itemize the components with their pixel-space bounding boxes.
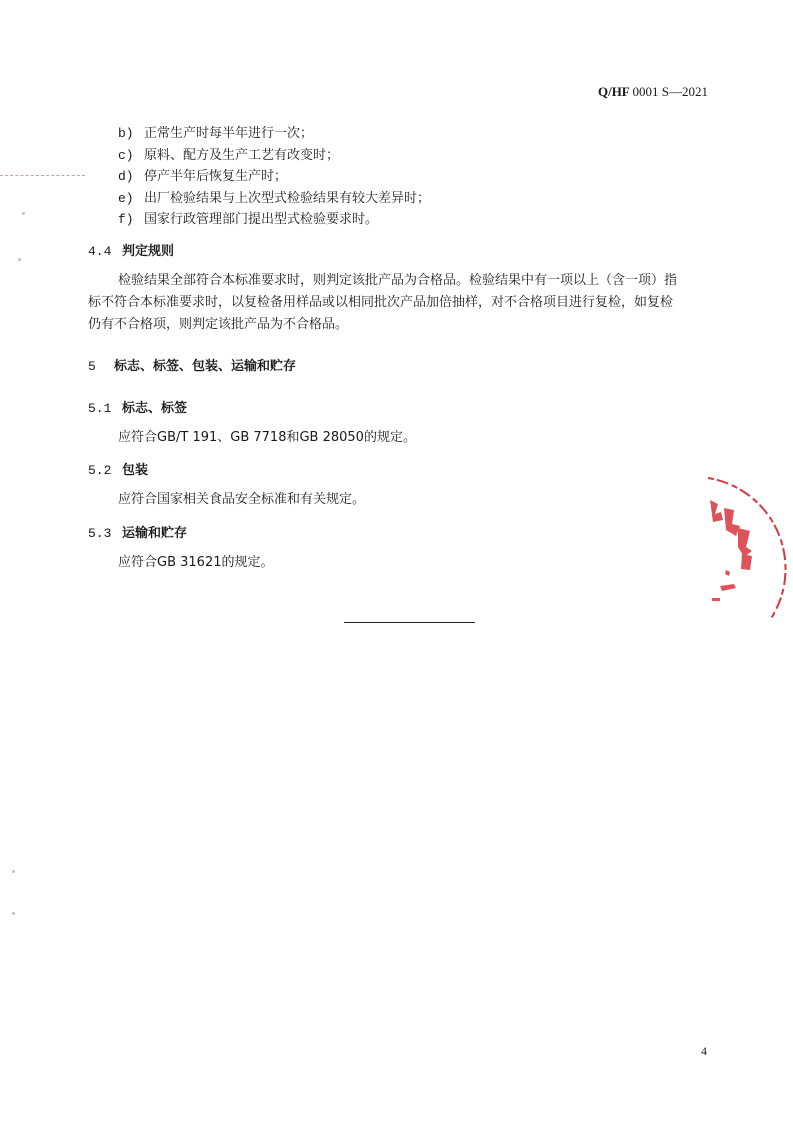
- list-item-text: 停产半年后恢复生产时；: [144, 169, 288, 184]
- list-marker: d): [118, 169, 134, 184]
- section-5-2-heading: [88, 459, 148, 478]
- section-5-1-text: 应符合GB/T 191、GB 7718和GB 28050的规定。: [118, 430, 416, 445]
- section-title: 标志、标签: [122, 401, 188, 416]
- section-title: 包装: [122, 463, 149, 478]
- section-5-3-text: 应符合GB 31621的规定。: [118, 555, 274, 570]
- list-item: [118, 123, 430, 145]
- section-5-3-heading: [88, 522, 187, 541]
- section-5-heading: [88, 355, 296, 374]
- list-item: [118, 209, 430, 231]
- list-item: [118, 145, 430, 167]
- section-number: 5: [88, 359, 96, 374]
- end-divider: [344, 622, 475, 623]
- scan-speck: [12, 912, 15, 915]
- section-number: 5.1: [88, 401, 112, 416]
- section-4-4-paragraph-line: 检验结果全部符合本标准要求时，则判定该批产品为合格品。检验结果中有一项以上（含一项）指: [118, 273, 678, 288]
- section-title: 判定规则: [122, 244, 175, 259]
- scan-speck: [18, 258, 21, 261]
- section-title: 标志、标签、包装、运输和贮存: [114, 359, 297, 374]
- section-5-2-text: 应符合国家相关食品安全标准和有关规定。: [118, 492, 366, 507]
- section-4-4-paragraph-line: 标不符合本标准要求时，以复检备用样品或以相同批次产品加倍抽样，对不合格项目进行复检，如复检: [88, 295, 674, 310]
- list-marker: b): [118, 126, 134, 141]
- list-item: [118, 166, 430, 188]
- section-title: 运输和贮存: [122, 526, 188, 541]
- list-item-text: 原料、配方及生产工艺有改变时；: [144, 147, 340, 163]
- list-marker: f): [118, 212, 134, 227]
- scan-speck: [12, 870, 15, 873]
- standard-code: [598, 84, 708, 100]
- section-4-4-heading: [88, 240, 174, 259]
- list-marker: e): [118, 190, 134, 206]
- list-item-text: 正常生产时每半年进行一次；: [144, 126, 314, 141]
- list-marker: c): [118, 147, 134, 163]
- standard-code-prefix: Q/HF: [597, 84, 630, 99]
- red-seal-stamp: [690, 470, 790, 630]
- standard-code-number: 0001 S—2021: [632, 84, 708, 99]
- scan-speck: [22, 212, 25, 215]
- page-number: 4: [701, 1044, 707, 1058]
- section-number: 5.3: [88, 526, 112, 541]
- section-5-1-heading: [88, 397, 187, 416]
- inspection-condition-list: [118, 123, 430, 231]
- list-item: [118, 188, 430, 210]
- section-number: 5.2: [88, 463, 112, 478]
- list-item-text: 国家行政管理部门提出型式检验要求时。: [144, 212, 379, 227]
- section-number: 4.4: [88, 244, 112, 259]
- list-item-text: 出厂检验结果与上次型式检验结果有较大差异时；: [144, 190, 431, 206]
- section-4-4-paragraph-line: 仍有不合格项，则判定该批产品为不合格品。: [88, 317, 349, 332]
- scan-artifact-line: [0, 175, 85, 176]
